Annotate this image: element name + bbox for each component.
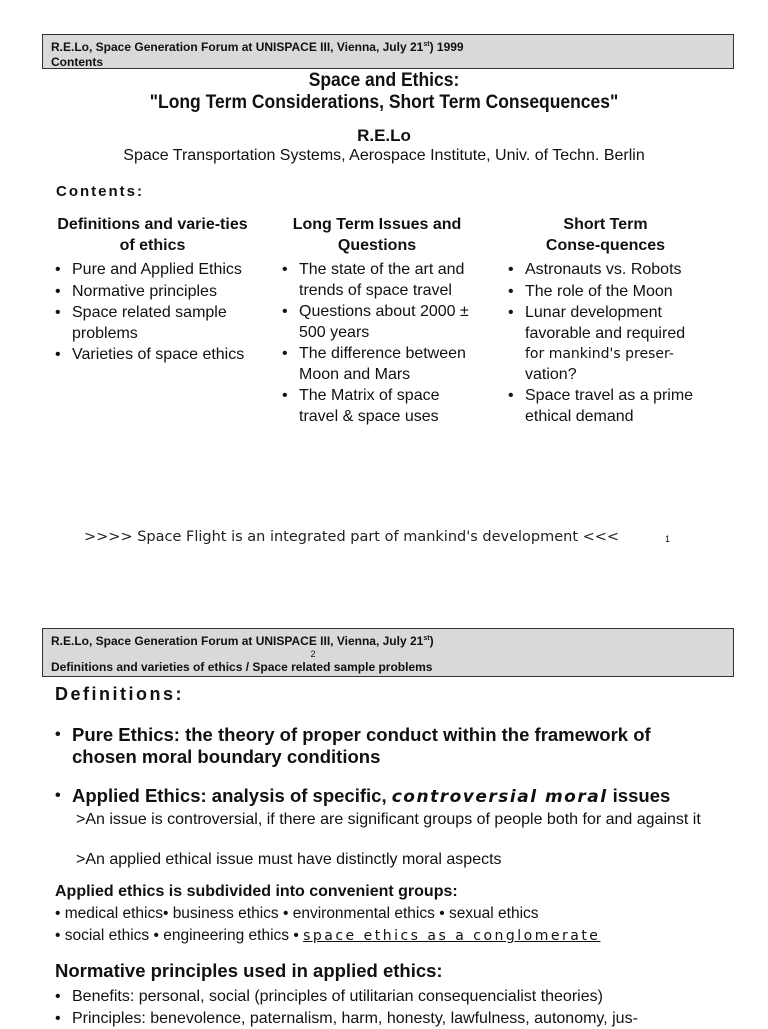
note-moral: >An applied ethical issue must have distinctly moral aspects [76, 851, 502, 868]
subdivided-heading: Applied ethics is subdivided into convenient groups: [55, 883, 458, 900]
list-item: • The difference between Moon and Mars [282, 344, 472, 385]
list-item: • Questions about 2000 ± 500 years [282, 302, 472, 343]
contents-column-1 [55, 215, 250, 367]
group-item: social ethics [64, 927, 150, 944]
group-item-emphasis: space ethics as a conglomerate [303, 928, 601, 944]
list-item: • Space related sample problems [55, 303, 250, 344]
header-text: R.E.Lo, Space Generation Forum at UNISPACE III, Vienna, July 21 [51, 634, 424, 648]
group-item: medical ethics [64, 905, 163, 922]
group-item: sexual ethics [448, 905, 539, 922]
page2-header [42, 628, 734, 677]
header-text: R.E.Lo, Space Generation Forum at UNISPACE III, Vienna, July 21 [51, 40, 424, 54]
title-line-1: Space and Ethics: [308, 70, 460, 91]
header-section: Definitions and varieties of ethics / Space related sample problems [51, 660, 433, 674]
group-item: environmental ethics [292, 905, 435, 922]
page-number: 1 [665, 534, 671, 544]
column-heading: Long Term Issues and Questions [292, 216, 462, 254]
list-item: • The role of the Moon [508, 282, 703, 303]
footer-slogan: >>>> Space Flight is an integrated part of mankind's development <<< [84, 529, 620, 545]
contents-column-3 [508, 215, 703, 428]
applied-ethics-definition [55, 785, 712, 808]
contents-column-2 [282, 215, 472, 428]
header-sup: st [423, 635, 430, 642]
contents-heading: Contents: [56, 183, 144, 200]
header-tail: ) 1999 [429, 40, 464, 54]
list-item-text: vation? [525, 365, 577, 383]
column-heading: Short Term Conse-quences [545, 216, 666, 254]
applied-emphasis: controversial moral [391, 787, 608, 807]
groups-line-2: • social ethics • engineering ethics • space ethics as a conglomerate [55, 927, 601, 944]
list-item [508, 303, 703, 385]
list-item: • Varieties of space ethics [55, 345, 250, 366]
definitions-heading: Definitions: [55, 684, 184, 704]
author: R.E.Lo [357, 126, 411, 145]
applied-suffix: issues [607, 785, 671, 806]
normative-heading: Normative principles used in applied ethics: [55, 960, 443, 981]
group-item: engineering ethics [163, 927, 290, 944]
applied-prefix: Applied Ethics: analysis of specific, [72, 785, 392, 806]
page-number: 2 [310, 649, 316, 659]
groups-line-1: • medical ethics• business ethics • environmental ethics • sexual ethics [55, 905, 539, 922]
pure-ethics-definition: • Pure Ethics: the theory of proper conduct within the framework of chosen moral boundary conditions [55, 724, 712, 768]
note-controversial: >An issue is controversial, if there are significant groups of people both for and against it [76, 811, 701, 828]
header-tail: ) [429, 634, 434, 648]
list-item: • The state of the art and trends of space travel [282, 260, 472, 301]
title-line-2: "Long Term Considerations, Short Term Consequences" [149, 92, 619, 113]
group-item: business ethics [172, 905, 279, 922]
affiliation: Space Transportation Systems, Aerospace Institute, Univ. of Techn. Berlin [123, 147, 645, 164]
page1-header [42, 34, 734, 69]
list-item-text: Lunar development favorable and required [525, 304, 686, 342]
column-heading: Definitions and varie-ties of ethics [57, 216, 248, 254]
list-item: • The Matrix of space travel & space uses [282, 386, 472, 427]
list-item: • Pure and Applied Ethics [55, 260, 250, 281]
normative-item: • Principles: benevolence, paternalism, harm, honesty, lawfulness, autonomy, jus- [55, 1009, 638, 1029]
header-sup: st [423, 41, 430, 48]
normative-item: • Benefits: personal, social (principles of utilitarian consequencialist theories) [55, 987, 603, 1007]
list-item: • Normative principles [55, 282, 250, 303]
list-item: • Astronauts vs. Robots [508, 260, 703, 281]
header-section: Contents [51, 55, 103, 69]
list-item: • Space travel as a prime ethical demand [508, 386, 703, 427]
list-item-text: for mankind's preser- [525, 346, 674, 362]
